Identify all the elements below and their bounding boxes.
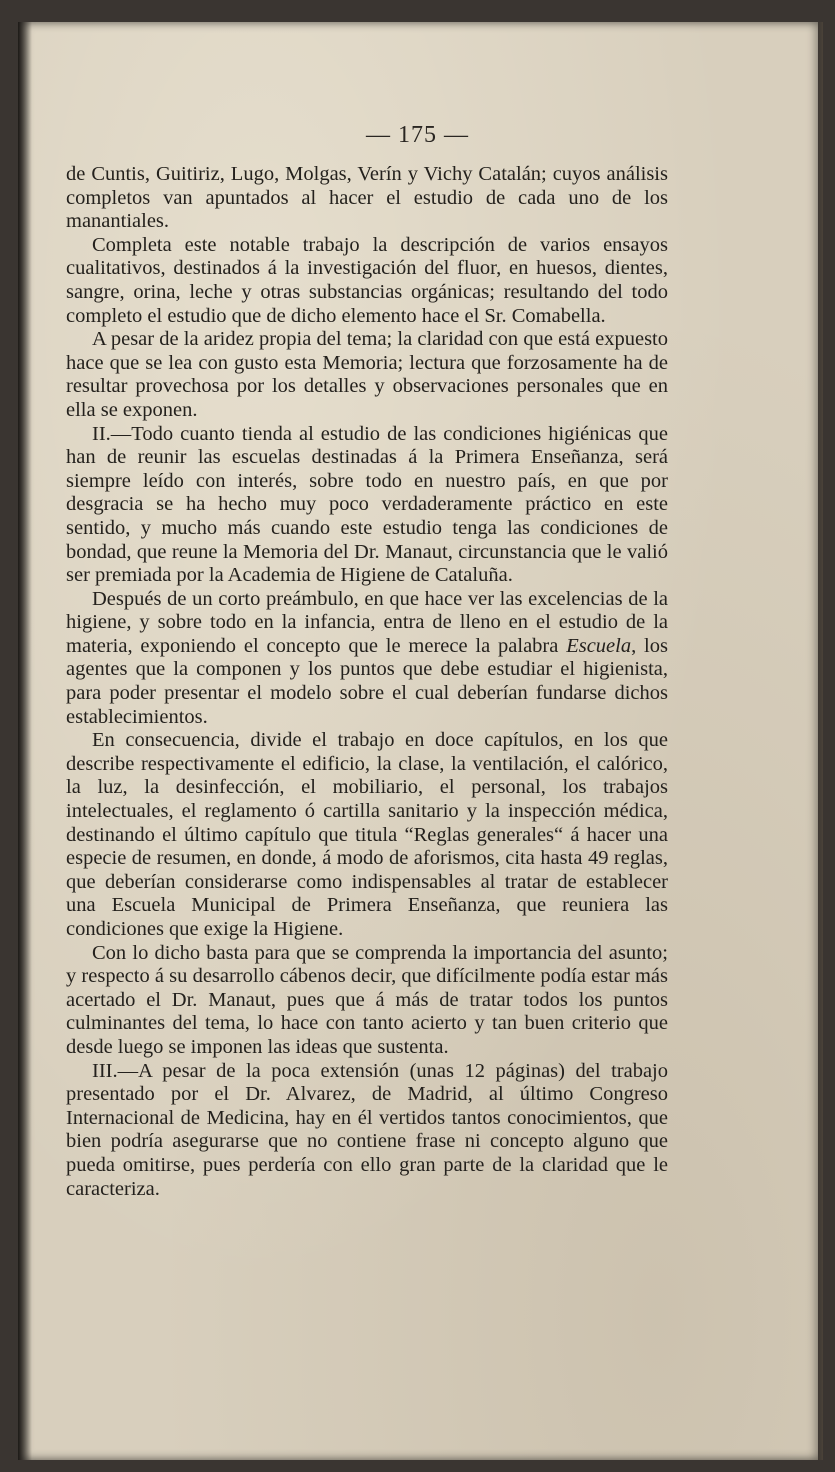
paragraph-1: de Cuntis, Guitiriz, Lugo, Molgas, Verín y Vichy Catalán; cuyos análisis completos van apuntados al hacer el estudio de cada uno de los manantiales. — [66, 163, 668, 233]
page-edge-shadow — [817, 22, 823, 1460]
paragraph-8: III.—A pesar de la poca extensión (unas 12 páginas) del trabajo presentado por el Dr. Alvarez, de Madrid, al último Congreso Internacional de Medicina, hay en él vertidos tantos conocimientos, que bien podría asegurarse que no contiene frase ni concepto alguno que pueda omitirse, pues perdería con ello gran parte de la claridad que le caracteriza. — [66, 1059, 668, 1200]
paragraph-5-end: , los agentes que la componen y los puntos que debe estudiar el higienista, para poder presentar el modelo sobre el cual deberían fundarse dichos establecimientos. — [66, 634, 668, 728]
italic-word-escuela: Escuela — [566, 634, 632, 657]
paragraph-6: En consecuencia, divide el trabajo en doce capítulos, en los que describe respectivamente el edificio, la clase, la ventilación, el calórico, la luz, la desinfección, el mobiliario, el personal, los trabajos intelectuales, el reglamento ó cartilla sanitario y la inspección médica, destinando el último capítulo que titula “Reglas generales“ á hacer una especie de resumen, en donde, á modo de aforismos, cita hasta 49 reglas, que deberían considerarse como indispensables al tratar de establecer una Escuela Municipal de Primera Enseñanza, que reuniera las condiciones que exige la Higiene. — [66, 729, 668, 940]
book-spine-shadow — [18, 22, 32, 1460]
paragraph-5-start: Después de un corto preámbulo, en que hace ver las excelencias de la higiene, y sobre todo en la infancia, entra de lleno en el estudio de la materia, exponiendo el concepto que le merece la palabra — [66, 587, 668, 657]
paragraph-5 — [66, 588, 668, 730]
paragraph-4: II.—Todo cuanto tienda al estudio de las condiciones higiénicas que han de reunir las escuelas destinadas á la Primera Enseñanza, será siempre leído con interés, sobre todo en nuestro país, en que por desgracia se ha hecho muy poco verdaderamente práctico en este sentido, y mucho más cuando este estudio tenga las condiciones de bondad, que reune la Memoria del Dr. Manaut, circunstancia que le valió ser premiada por la Academia de Higiene de Cataluña. — [66, 422, 668, 587]
body-text — [66, 163, 668, 1201]
paragraph-3: A pesar de la aridez propia del tema; la claridad con que está expuesto hace que se lea con gusto esta Memoria; lectura que forzosamente ha de resultar provechosa por los detalles y observaciones personales que en ella se exponen. — [66, 328, 668, 421]
paragraph-7: Con lo dicho basta para que se comprenda la importancia del asunto; y respecto á su desarrollo cábenos decir, que difícilmente podía estar más acertado el Dr. Manaut, pues que á más de tratar todos los puntos culminantes del tema, lo hace con tanto acierto y tan buen criterio que desde luego se imponen las ideas que sustenta. — [66, 941, 668, 1058]
page-number: — 175 — — [366, 122, 469, 148]
paragraph-2: Completa este notable trabajo la descripción de varios ensayos cualitativos, destinados á la investigación del fluor, en huesos, dientes, sangre, orina, leche y otras substancias orgánicas; resultando del todo completo el estudio que de dicho elemento hace el Sr. Comabella. — [66, 233, 668, 327]
